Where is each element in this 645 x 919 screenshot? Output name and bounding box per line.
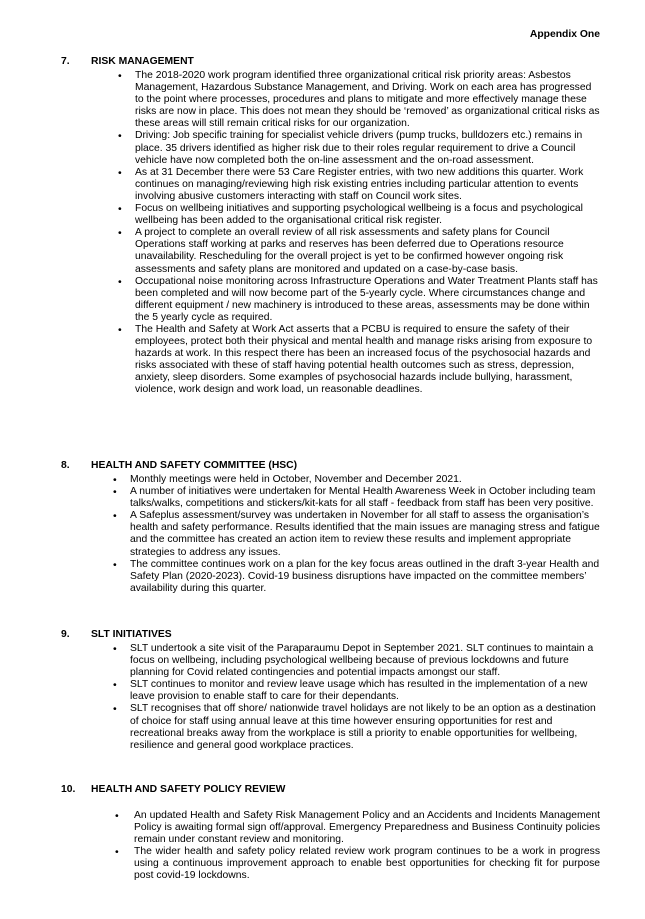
list-item: • SLT undertook a site visit of the Paraparaumu Depot in September 2021. SLT continues to maintain a focus on wellbeing, including psychological wellbeing because of previous lockdowns and future planning for Covid related contingencies and potential impacts amongst our staff. — [130, 643, 602, 679]
bullet-list — [135, 70, 600, 397]
section-slt-initiatives — [0, 629, 645, 752]
section-risk-management — [0, 56, 645, 397]
list-item: • As at 31 December there were 53 Care Register entries, with two new additions this quarter. Work continues on managing/reviewing high risk existing entries including particular attention to events involving abusive customers interacting with staff on Council work sites. — [135, 167, 600, 203]
section-heading — [0, 784, 645, 796]
list-item: • The Health and Safety at Work Act asserts that a PCBU is required to ensure the safety of their employees, protect both their physical and mental health and manage risks arising from exposure to hazards at work. In this respect there has been an increased focus of the psychosocial hazards and risks associated with these of staff having potential health outcomes such as stress, depression, anxiety, sleep disorders. Some examples of psychosocial hazards include bullying, harassment, violence, work design and work load, un reasonable deadlines. — [135, 324, 600, 397]
section-heading — [0, 56, 645, 68]
list-item: • Occupational noise monitoring across Infrastructure Operations and Water Treatment Plants staff has been completed and will now become part of the 5-yearly cycle. Where circumstances change and different equipment / new machinery is introduced to these areas, assessments may be done within the 5 yearly cycle as required. — [135, 276, 600, 324]
list-item: • A project to complete an overall review of all risk assessments and safety plans for Council Operations staff working at parks and reserves has been deferred due to Operations resource unavailability. Rescheduling for the overall project is yet to be confirmed however ongoing risk assessments and safety plans are monitored and updated on a case-by-case basis. — [135, 227, 600, 275]
section-title: SLT INITIATIVES — [91, 629, 172, 640]
list-item: • An updated Health and Safety Risk Management Policy and an Accidents and Incidents Management Policy is awaiting formal sign off/approval. Emergency Preparedness and Business Continuity policies remain under constant review and monitoring. — [134, 810, 600, 846]
bullet-list — [130, 474, 600, 595]
appendix-label: Appendix One — [529, 29, 600, 40]
list-item: • The wider health and safety policy related review work program continues to be a work in progress using a continuous improvement approach to enable best opportunities for checking fit for purpose post covid-19 lockdowns. — [134, 846, 600, 882]
section-number: 9. — [61, 629, 70, 640]
list-item: • A Safeplus assessment/survey was undertaken in November for all staff to assess the organisation’s health and safety performance. Results identified that the main issues are managing stress and fatigue and the committee has created an action item to review these results and implement appropriate strategies to address any issues. — [130, 510, 600, 558]
list-item: • SLT continues to monitor and review leave usage which has resulted in the implementation of a new leave provision to enable staff to care for their dependants. — [130, 679, 602, 703]
section-policy-review — [0, 784, 645, 883]
section-title: RISK MANAGEMENT — [91, 56, 194, 67]
list-item: • Monthly meetings were held in October, November and December 2021. — [130, 474, 600, 486]
bullet-list — [134, 810, 600, 883]
section-title: HEALTH AND SAFETY COMMITTEE (HSC) — [91, 460, 298, 471]
section-title: HEALTH AND SAFETY POLICY REVIEW — [91, 784, 286, 795]
section-health-safety-committee — [0, 460, 645, 595]
list-item: • Driving: Job specific training for specialist vehicle drivers (pump trucks, bulldozers etc.) remains in place. 35 drivers identified as higher risk due to their roles regular requirement to drive a Council vehicle have now completed both the on-line assessment and the on-road assessment. — [135, 130, 600, 166]
list-item: • The 2018-2020 work program identified three organizational critical risk priority areas: Asbestos Management, Hazardous Substance Management, and Driving. Work on each area has progressed to the point where processes, procedures and plans to mitigate and more effectively manage these risks are now in place. This does not mean they should be ‘removed’ as organizational critical risks as these areas will still remain critical risks for our organization. — [135, 70, 600, 130]
bullet-list — [130, 643, 602, 752]
list-item: • The committee continues work on a plan for the key focus areas outlined in the draft 3-year Health and Safety Plan (2020-2023). Covid-19 business disruptions have impacted on the committee members’ availability during this quarter. — [130, 559, 600, 595]
list-item: • A number of initiatives were undertaken for Mental Health Awareness Week in October including team talks/walks, competitions and stickers/kit-kats for all staff - feedback from staff has been very positive. — [130, 486, 600, 510]
list-item: • SLT recognises that off shore/ nationwide travel holidays are not likely to be an option as a destination of choice for staff using annual leave at this time however ensuring opportunities for rest and recreational breaks away from the workplace is still a priority to enable opportunities for wellbeing, resilience and general good workplace practices. — [130, 703, 602, 751]
section-number: 8. — [61, 460, 70, 471]
section-number: 7. — [61, 56, 70, 67]
section-heading — [0, 629, 645, 641]
list-item: • Focus on wellbeing initiatives and supporting psychological wellbeing is a focus and psychological wellbeing has been added to the organisational critical risk register. — [135, 203, 600, 227]
section-number: 10. — [61, 784, 76, 795]
section-heading — [0, 460, 645, 472]
